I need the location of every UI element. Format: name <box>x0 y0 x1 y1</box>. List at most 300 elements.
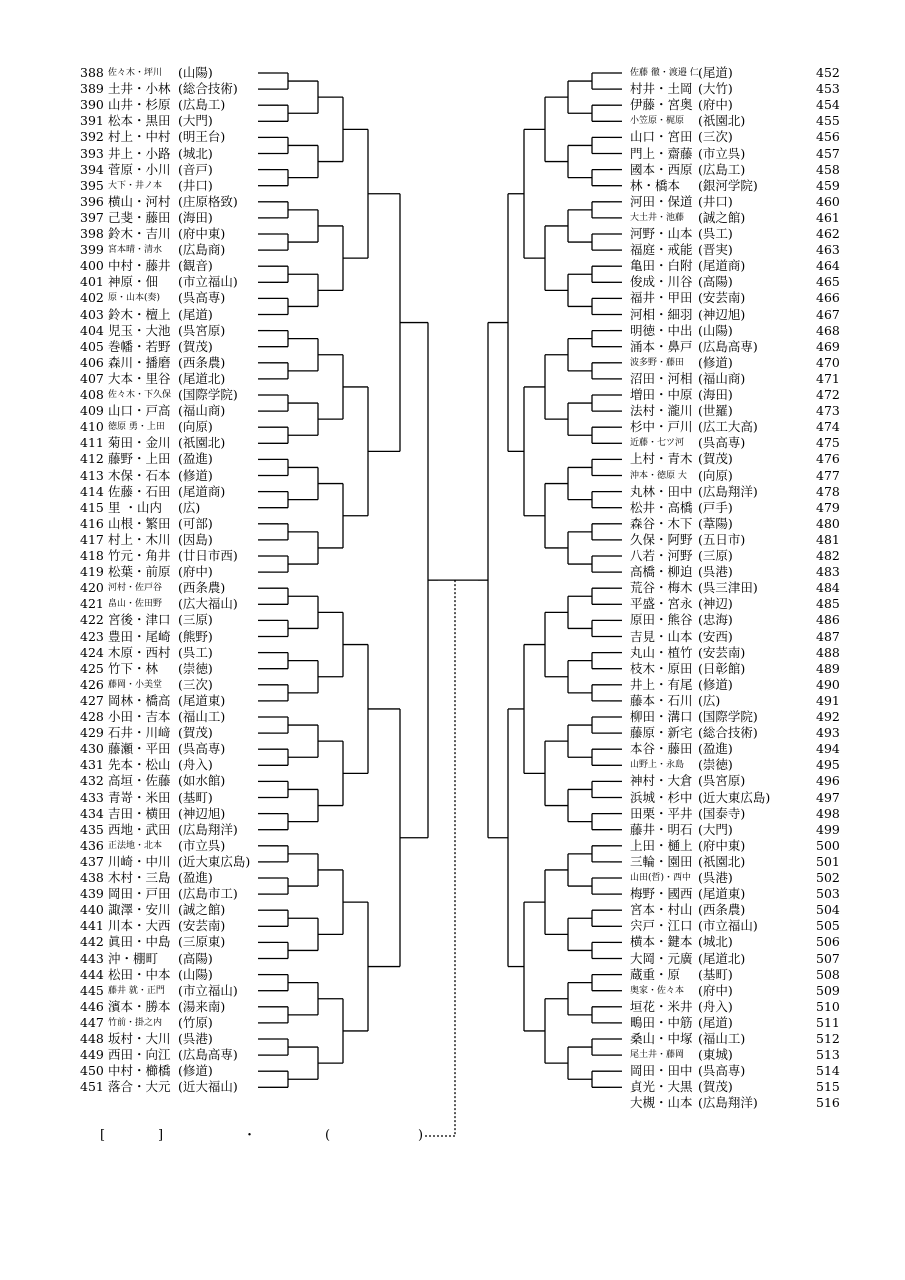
entry-number: 420 <box>80 580 104 596</box>
school-name: (観音) <box>178 258 213 274</box>
player-names: 己斐・藤田 <box>108 209 171 225</box>
school-name: (大門) <box>178 113 213 129</box>
right-entry-row <box>630 403 860 419</box>
player-names: 菅原・小川 <box>108 161 171 177</box>
right-entry-row <box>630 500 860 516</box>
entry-number: 516 <box>816 1095 840 1111</box>
player-names: 村上・中村 <box>108 129 171 145</box>
right-entry-row <box>630 806 860 822</box>
entry-number: 395 <box>80 177 104 193</box>
left-entry-row <box>80 274 310 290</box>
right-entry-row <box>630 886 860 902</box>
left-entry-row <box>80 258 310 274</box>
entry-number: 391 <box>80 113 104 129</box>
right-entry-row <box>630 355 860 371</box>
left-entry-row <box>80 339 310 355</box>
entry-number: 416 <box>80 515 104 531</box>
school-name: (誠之館) <box>178 902 226 918</box>
entry-number: 427 <box>80 692 104 708</box>
school-name: (広島翔洋) <box>178 821 238 837</box>
player-names: 岡田・田中 <box>630 1063 693 1079</box>
school-name: (安芸南) <box>698 290 746 306</box>
left-entry-row <box>80 419 310 435</box>
school-name: (広大福山) <box>178 596 238 612</box>
entry-number: 470 <box>816 354 840 370</box>
player-names: 井上・小路 <box>108 145 171 161</box>
school-name: (三次) <box>698 129 733 145</box>
entry-number: 473 <box>816 403 840 419</box>
school-name: (盈進) <box>178 451 213 467</box>
player-names: 鈴木・吉川 <box>108 226 171 241</box>
school-name: (国泰寺) <box>698 805 746 821</box>
entry-number: 443 <box>80 950 104 966</box>
player-names: 大岡・元廣 <box>630 950 693 966</box>
player-names: 川崎・中川 <box>108 853 171 869</box>
player-names: 門上・齋藤 <box>630 145 693 161</box>
entry-number: 491 <box>816 692 840 708</box>
player-names: 松井・高橋 <box>630 499 693 515</box>
player-names: 横本・鍵本 <box>630 934 693 950</box>
entry-number: 490 <box>816 676 840 692</box>
entry-number: 507 <box>816 950 840 966</box>
entry-number: 447 <box>80 1014 104 1030</box>
entry-number: 390 <box>80 97 104 113</box>
player-names: 竹下・林 <box>108 660 159 676</box>
entry-number: 400 <box>80 258 104 274</box>
entry-number: 445 <box>80 982 104 998</box>
left-entry-row <box>80 741 310 757</box>
left-entry-row <box>80 757 310 773</box>
right-entry-row <box>630 548 860 564</box>
player-names: 山口・戸高 <box>108 403 171 419</box>
player-names: 河相・細羽 <box>630 306 693 322</box>
player-names: 畠山・佐田野 <box>108 599 163 610</box>
entry-number: 421 <box>80 596 104 612</box>
entry-number: 410 <box>80 419 104 435</box>
school-name: (山陽) <box>178 65 213 80</box>
school-name: (尾道) <box>178 306 213 322</box>
right-entry-row <box>630 210 860 226</box>
school-name: (市立福山) <box>178 982 238 998</box>
school-name: (崇徳) <box>698 757 733 773</box>
school-name: (広島高専) <box>178 1047 238 1063</box>
footer-paren-close: ) <box>418 1128 424 1143</box>
player-names: 明徳・中出 <box>630 322 693 338</box>
entry-number: 401 <box>80 274 104 290</box>
player-names: 森谷・木下 <box>630 515 693 531</box>
school-name: (五日市) <box>698 531 746 547</box>
player-names: 石井・川﨑 <box>108 725 171 741</box>
player-names: 竹前・掛之内 <box>108 1017 163 1028</box>
left-entry-row <box>80 484 310 500</box>
entry-number: 475 <box>816 435 840 451</box>
school-name: (三原) <box>698 548 733 563</box>
school-name: (大竹) <box>698 81 733 97</box>
right-entry-row <box>630 371 860 387</box>
school-name: (安芸南) <box>698 644 746 660</box>
entry-number: 471 <box>816 370 840 386</box>
entry-number: 501 <box>816 853 840 869</box>
right-entry-row <box>630 307 860 323</box>
school-name: (府中東) <box>698 837 746 853</box>
entry-number: 484 <box>816 580 840 596</box>
player-names: 伊藤・宮奥 <box>630 97 693 113</box>
school-name: (誠之館) <box>698 209 746 225</box>
school-name: (日彰館) <box>698 660 746 676</box>
school-name: (市立呉) <box>178 837 226 853</box>
school-name: (盈進) <box>698 741 733 757</box>
footer-paren-open: ( <box>325 1128 331 1143</box>
school-name: (祇園北) <box>698 853 746 869</box>
entry-number: 424 <box>80 644 104 660</box>
school-name: (如水館) <box>178 773 226 789</box>
left-entry-row <box>80 1031 310 1047</box>
player-names: 巻幡・若野 <box>108 338 171 354</box>
player-names: 藤瀬・平田 <box>108 741 171 757</box>
player-names: 高橋・柳迫 <box>630 564 693 580</box>
entry-number: 456 <box>816 129 840 145</box>
school-name: (大門) <box>698 821 733 837</box>
player-names: 青嵜・米田 <box>108 789 171 805</box>
right-entry-row <box>630 741 860 757</box>
player-names: 中村・櫛橋 <box>108 1063 171 1079</box>
entry-number: 492 <box>816 709 840 724</box>
player-names: 岡林・橋高 <box>108 692 171 708</box>
player-names: 木保・石本 <box>108 467 171 483</box>
school-name: (世羅) <box>698 403 733 419</box>
left-entry-row <box>80 1015 310 1031</box>
school-name: (祇園北) <box>178 435 226 451</box>
player-names: 佐々木・坪川 <box>108 68 163 78</box>
player-names: 藤原・新宅 <box>630 725 693 741</box>
school-name: (国際学院) <box>178 387 238 402</box>
school-name: (熊野) <box>178 628 213 644</box>
right-entry-row <box>630 967 860 983</box>
player-names: 藤本・石川 <box>630 692 693 708</box>
entry-number: 454 <box>816 97 840 113</box>
school-name: (総合技術) <box>698 725 758 741</box>
school-name: (城北) <box>178 145 213 161</box>
player-names: 増田・中原 <box>630 387 693 402</box>
left-entry-row <box>80 918 310 934</box>
right-entry-row <box>630 983 860 999</box>
entry-number: 413 <box>80 467 104 483</box>
player-names: 菊田・金川 <box>108 435 171 451</box>
school-name: (盈進) <box>178 870 213 885</box>
left-entry-row <box>80 403 310 419</box>
player-names: 三輪・園田 <box>630 853 693 869</box>
left-entry-row <box>80 790 310 806</box>
entry-number: 465 <box>816 274 840 290</box>
entry-number: 479 <box>816 499 840 515</box>
player-names: 西地・武田 <box>108 821 171 837</box>
player-names: 藤井 就・正門 <box>108 985 165 996</box>
right-entry-row <box>630 854 860 870</box>
entry-number: 488 <box>816 644 840 660</box>
player-names: 吉見・山本 <box>630 628 693 644</box>
entry-number: 481 <box>816 531 840 547</box>
player-names: 梅野・國西 <box>630 886 693 902</box>
entry-number: 508 <box>816 966 840 982</box>
entry-number: 504 <box>816 902 840 918</box>
player-names: 福井・甲田 <box>630 290 693 306</box>
player-names: 垣花・米井 <box>630 998 693 1014</box>
school-name: (福山商) <box>698 370 746 386</box>
left-entry-row <box>80 371 310 387</box>
school-name: (廿日市西) <box>178 548 238 563</box>
player-names: 丸林・田中 <box>630 483 693 499</box>
right-entry-row <box>630 1063 860 1079</box>
entry-number: 457 <box>816 145 840 161</box>
right-entry-row <box>630 468 860 484</box>
entry-number: 422 <box>80 612 104 628</box>
school-name: (賀茂) <box>178 725 213 741</box>
entry-number: 515 <box>816 1079 840 1095</box>
school-name: (呉工) <box>698 226 733 241</box>
school-name: (広島工) <box>178 97 226 113</box>
player-names: 豊田・尾崎 <box>108 628 171 644</box>
player-names: 山根・繁田 <box>108 515 171 531</box>
right-entry-row <box>630 258 860 274</box>
school-name: (海田) <box>178 209 213 225</box>
player-names: 小田・吉本 <box>108 709 171 724</box>
school-name: (市立福山) <box>178 274 238 290</box>
player-names: 眞田・中島 <box>108 934 171 950</box>
right-entry-row <box>630 113 860 129</box>
school-name: (近大東広島) <box>698 789 771 805</box>
player-names: 土井・小林 <box>108 81 171 97</box>
player-names: 河野・山本 <box>630 226 693 241</box>
entry-number: 440 <box>80 902 104 918</box>
player-names: 河村・佐戸谷 <box>108 583 163 594</box>
entry-number: 431 <box>80 757 104 773</box>
school-name: (福山工) <box>178 709 226 724</box>
school-name: (舟入) <box>178 757 213 773</box>
left-entry-row <box>80 451 310 467</box>
player-names: 吉田・横田 <box>108 805 171 821</box>
left-entry-row <box>80 709 310 725</box>
player-names: 林・橋本 <box>630 177 681 193</box>
player-names: 鴫田・中筋 <box>630 1014 693 1030</box>
left-entry-row <box>80 564 310 580</box>
left-entry-row <box>80 387 310 403</box>
entry-number: 393 <box>80 145 104 161</box>
entry-number: 497 <box>816 789 840 805</box>
entry-number: 452 <box>816 65 840 80</box>
school-name: (尾道商) <box>178 483 226 499</box>
left-entry-row <box>80 854 310 870</box>
right-entry-row <box>630 822 860 838</box>
right-entry-row <box>630 629 860 645</box>
entry-number: 430 <box>80 741 104 757</box>
right-entry-row <box>630 934 860 950</box>
school-name: (山陽) <box>178 966 213 982</box>
left-entry-row <box>80 838 310 854</box>
player-names: 川本・大西 <box>108 918 171 934</box>
player-names: 藤岡・小美堂 <box>108 679 163 690</box>
right-entry-row <box>630 790 860 806</box>
school-name: (祇園北) <box>698 113 746 129</box>
entry-number: 432 <box>80 773 104 789</box>
winner-blank-line <box>100 1127 460 1145</box>
right-entry-row <box>630 870 860 886</box>
left-entry-row <box>80 999 310 1015</box>
school-name: (賀茂) <box>698 451 733 467</box>
right-entry-row <box>630 580 860 596</box>
left-entry-row <box>80 693 310 709</box>
player-names: 沖・棚町 <box>108 950 159 966</box>
player-names: 枝木・原田 <box>630 660 693 676</box>
school-name: (井口) <box>178 177 213 193</box>
player-names: 大槻・山本 <box>630 1095 693 1111</box>
player-names: 丸山・植竹 <box>630 644 693 660</box>
left-entry-row <box>80 532 310 548</box>
right-entry-row <box>630 693 860 709</box>
right-entry-row <box>630 564 860 580</box>
school-name: (総合技術) <box>178 81 238 97</box>
school-name: (銀河学院) <box>698 177 758 193</box>
player-names: 諏澤・安川 <box>108 902 171 918</box>
player-names: 尾土井・藤岡 <box>630 1050 685 1061</box>
player-names: 俊成・川谷 <box>630 274 693 290</box>
entry-number: 397 <box>80 209 104 225</box>
left-entry-row <box>80 983 310 999</box>
left-entry-row <box>80 951 310 967</box>
entry-number: 513 <box>816 1047 840 1063</box>
entry-number: 463 <box>816 242 840 258</box>
school-name: (修道) <box>698 676 733 692</box>
school-name: (尾道商) <box>698 258 746 274</box>
entry-number: 499 <box>816 821 840 837</box>
player-names: 高垣・佐藤 <box>108 773 171 789</box>
right-entry-row <box>630 146 860 162</box>
player-names: 大土井・池藤 <box>630 212 685 223</box>
left-entry-row <box>80 194 310 210</box>
school-name: (修道) <box>178 1063 213 1079</box>
right-entry-row <box>630 1047 860 1063</box>
player-names: 児玉・大池 <box>108 322 171 338</box>
player-names: 先本・松山 <box>108 757 171 773</box>
right-entry-row <box>630 532 860 548</box>
school-name: (神辺旭) <box>178 805 226 821</box>
school-name: (可部) <box>178 515 213 531</box>
school-name: (崇徳) <box>178 660 213 676</box>
left-entry-row <box>80 178 310 194</box>
player-names: 平盛・宮永 <box>630 596 693 612</box>
school-name: (府中東) <box>178 226 226 241</box>
school-name: (山陽) <box>698 322 733 338</box>
player-names: 井上・有尾 <box>630 676 693 692</box>
entry-number: 404 <box>80 322 104 338</box>
school-name: (広島翔洋) <box>698 1095 758 1111</box>
player-names: 藤井・明石 <box>630 821 693 837</box>
left-entry-row <box>80 323 310 339</box>
entry-number: 487 <box>816 628 840 644</box>
school-name: (葦陽) <box>698 515 733 531</box>
school-name: (三原) <box>178 612 213 628</box>
entry-number: 411 <box>80 435 104 451</box>
right-entry-row <box>630 902 860 918</box>
entry-number: 477 <box>816 467 840 483</box>
player-names: 坂村・大川 <box>108 1031 171 1046</box>
player-names: 神村・大倉 <box>630 773 693 789</box>
entry-number: 415 <box>80 499 104 515</box>
school-name: (市立呉) <box>698 145 746 161</box>
player-names: 西田・向江 <box>108 1047 171 1063</box>
player-names: 八若・河野 <box>630 548 693 563</box>
right-entry-row <box>630 323 860 339</box>
school-name: (尾道東) <box>178 692 226 708</box>
player-names: 上田・樋上 <box>630 837 693 853</box>
entry-number: 414 <box>80 483 104 499</box>
school-name: (府中) <box>698 982 733 998</box>
school-name: (尾道東) <box>698 886 746 902</box>
school-name: (賀茂) <box>178 338 213 354</box>
entry-number: 433 <box>80 789 104 805</box>
right-entry-row <box>630 178 860 194</box>
player-names: 村上・木川 <box>108 531 171 547</box>
right-entry-row <box>630 81 860 97</box>
entry-number: 402 <box>80 290 104 306</box>
left-entry-row <box>80 226 310 242</box>
school-name: (尾道北) <box>698 950 746 966</box>
school-name: (竹原) <box>178 1014 213 1030</box>
left-entry-row <box>80 81 310 97</box>
left-entry-row <box>80 806 310 822</box>
player-names: 上村・青木 <box>630 451 693 467</box>
entry-number: 412 <box>80 451 104 467</box>
player-names: 横山・河村 <box>108 193 171 209</box>
right-entry-row <box>630 451 860 467</box>
school-name: (音戸) <box>178 161 213 177</box>
player-names: 法村・瀧川 <box>630 403 693 419</box>
school-name: (向原) <box>698 467 733 483</box>
left-entry-row <box>80 307 310 323</box>
entry-number: 453 <box>816 81 840 97</box>
player-names: 藤野・上田 <box>108 451 171 467</box>
left-entry-row <box>80 468 310 484</box>
player-names: 山野上・永島 <box>630 760 685 771</box>
school-name: (庄原格致) <box>178 193 238 209</box>
player-names: 田栗・平井 <box>630 805 693 821</box>
left-entry-row <box>80 355 310 371</box>
player-names: 佐藤・石田 <box>108 483 171 499</box>
right-entry-row <box>630 484 860 500</box>
right-entry-row <box>630 339 860 355</box>
entry-number: 446 <box>80 998 104 1014</box>
entry-number: 478 <box>816 483 840 499</box>
player-names: 宍戸・江口 <box>630 918 693 934</box>
player-names: 蔵重・原 <box>630 966 681 982</box>
entry-number: 396 <box>80 193 104 209</box>
player-names: 佐藤 徹・渡邉 仁 <box>630 68 699 78</box>
right-entry-row <box>630 709 860 725</box>
left-entry-row <box>80 210 310 226</box>
entry-number: 389 <box>80 81 104 97</box>
entry-number: 434 <box>80 805 104 821</box>
entry-number: 394 <box>80 161 104 177</box>
player-names: 奥家・佐々本 <box>630 985 685 996</box>
player-names: 松田・中本 <box>108 966 171 982</box>
footer-bracket-open: [ <box>100 1128 106 1143</box>
player-names: 里 ・山内 <box>108 499 162 515</box>
left-entry-row <box>80 612 310 628</box>
entry-number: 505 <box>816 918 840 934</box>
player-names: 木村・三島 <box>108 870 171 885</box>
entry-number: 500 <box>816 837 840 853</box>
school-name: (戸手) <box>698 499 733 515</box>
entry-number: 494 <box>816 741 840 757</box>
